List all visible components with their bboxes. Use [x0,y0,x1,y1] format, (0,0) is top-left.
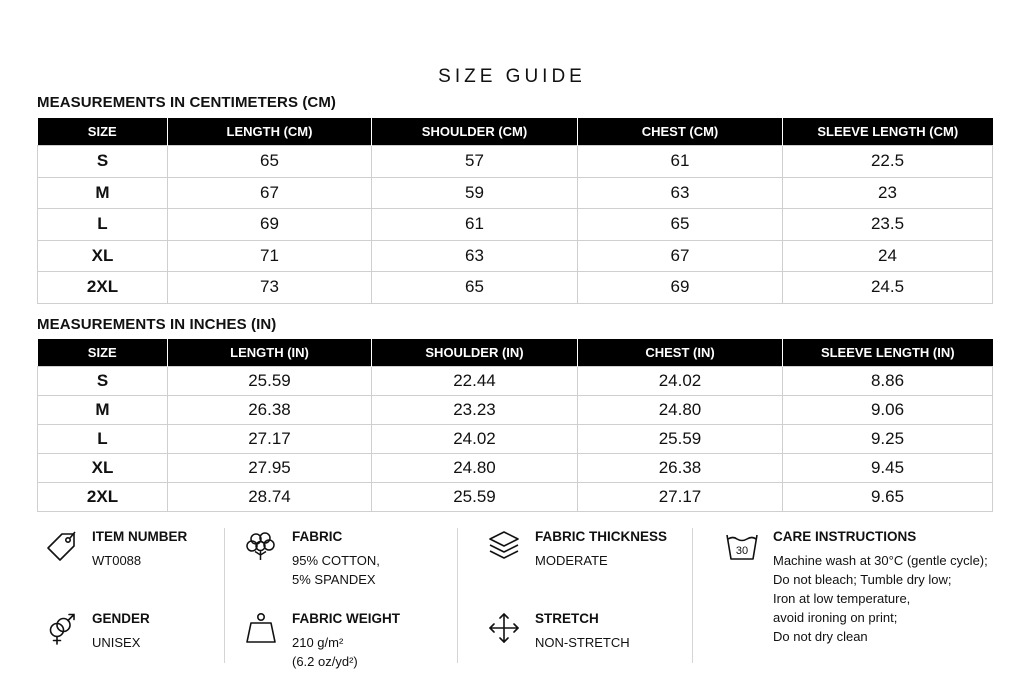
fabric-value-line: 95% COTTON, [292,553,380,568]
length-cell: 28.74 [168,483,372,512]
sleeve-length-cell: 24.5 [783,272,993,304]
chest-cell: 63 [578,177,783,209]
fabric-thickness-label: FABRIC THICKNESS [535,529,668,544]
column-header-length: LENGTH (CM) [168,118,372,146]
column-header-size: SIZE [38,118,168,146]
chest-cell: 25.59 [578,425,783,454]
care-instructions-block [725,529,1015,649]
length-cell: 27.95 [168,454,372,483]
table-row [38,367,993,396]
shoulder-cell: 22.44 [372,367,578,396]
column-header-chest: CHEST (IN) [578,339,783,367]
shoulder-cell: 63 [372,240,578,272]
length-cell: 67 [168,177,372,209]
item-number-block [44,529,219,579]
fabric-thickness-value: MODERATE [535,553,608,568]
care-instruction-line: Iron at low temperature, [773,591,911,606]
size-cell: 2XL [38,483,168,512]
table-header-row [38,118,993,146]
item-number-label: ITEM NUMBER [92,529,188,544]
gender-icon [44,611,78,645]
stretch-label: STRETCH [535,611,599,626]
size-cell: 2XL [38,272,168,304]
table-row [38,272,993,304]
shoulder-cell: 61 [372,209,578,241]
care-instructions-label: CARE INSTRUCTIONS [773,529,917,544]
inches-size-table [37,339,993,512]
cm-section-heading: MEASUREMENTS IN CENTIMETERS (CM) [37,94,337,111]
chest-cell: 69 [578,272,783,304]
length-cell: 73 [168,272,372,304]
item-number-value: WT0088 [92,553,142,568]
length-cell: 26.38 [168,396,372,425]
length-cell: 71 [168,240,372,272]
weight-icon [244,611,278,645]
wash-30-icon [725,529,759,563]
fabric-thickness-block [487,529,687,579]
table-row [38,177,993,209]
sleeve-length-cell: 8.86 [783,367,993,396]
length-cell: 27.17 [168,425,372,454]
shoulder-cell: 57 [372,146,578,178]
cm-size-table [37,118,993,304]
gender-block [44,611,219,661]
size-cell: L [38,209,168,241]
shoulder-cell: 24.02 [372,425,578,454]
fabric-value-line: 5% SPANDEX [292,572,376,587]
page-title: SIZE GUIDE [438,66,586,87]
care-instruction-line: Machine wash at 30°C (gentle cycle); [773,553,988,568]
column-header-sleeve-length: SLEEVE LENGTH (IN) [783,339,993,367]
inches-section-heading: MEASUREMENTS IN INCHES (IN) [37,316,277,333]
sleeve-length-cell: 9.25 [783,425,993,454]
stretch-value: NON-STRETCH [535,635,630,650]
chest-cell: 67 [578,240,783,272]
sleeve-length-cell: 9.45 [783,454,993,483]
length-cell: 69 [168,209,372,241]
table-row [38,425,993,454]
table-row [38,396,993,425]
gender-label: GENDER [92,611,150,626]
shoulder-cell: 59 [372,177,578,209]
fabric-weight-block [244,611,444,671]
divider [457,528,458,663]
care-instruction-line: avoid ironing on print; [773,610,898,625]
layers-icon [487,529,521,563]
divider [692,528,693,663]
chest-cell: 61 [578,146,783,178]
care-instruction-line: Do not bleach; Tumble dry low; [773,572,952,587]
shoulder-cell: 65 [372,272,578,304]
shoulder-cell: 25.59 [372,483,578,512]
column-header-shoulder: SHOULDER (IN) [372,339,578,367]
chest-cell: 65 [578,209,783,241]
column-header-sleeve-length: SLEEVE LENGTH (CM) [783,118,993,146]
table-row [38,209,993,241]
cotton-icon [244,529,278,563]
length-cell: 65 [168,146,372,178]
size-cell: S [38,146,168,178]
gender-value: UNISEX [92,635,141,650]
column-header-size: SIZE [38,339,168,367]
column-header-shoulder: SHOULDER (CM) [372,118,578,146]
fabric-label: FABRIC [292,529,343,544]
chest-cell: 26.38 [578,454,783,483]
fabric-weight-value-line: 210 g/m² [292,635,344,650]
chest-cell: 24.02 [578,367,783,396]
size-cell: S [38,367,168,396]
size-cell: M [38,177,168,209]
divider [224,528,225,663]
length-cell: 25.59 [168,367,372,396]
size-cell: M [38,396,168,425]
size-cell: L [38,425,168,454]
wash-temperature-text: 30 [735,545,749,557]
stretch-block [487,611,687,661]
sleeve-length-cell: 24 [783,240,993,272]
size-cell: XL [38,454,168,483]
stretch-arrows-icon [487,611,521,645]
sleeve-length-cell: 23.5 [783,209,993,241]
fabric-weight-value-line: (6.2 oz/yd²) [292,654,358,669]
sleeve-length-cell: 9.65 [783,483,993,512]
column-header-chest: CHEST (CM) [578,118,783,146]
sleeve-length-cell: 22.5 [783,146,993,178]
table-row [38,146,993,178]
care-instruction-line: Do not dry clean [773,629,868,644]
shoulder-cell: 23.23 [372,396,578,425]
fabric-weight-label: FABRIC WEIGHT [292,611,400,626]
table-header-row [38,339,993,367]
fabric-block [244,529,444,589]
table-row [38,240,993,272]
tag-icon [44,529,78,563]
table-row [38,483,993,512]
shoulder-cell: 24.80 [372,454,578,483]
sleeve-length-cell: 9.06 [783,396,993,425]
chest-cell: 27.17 [578,483,783,512]
size-cell: XL [38,240,168,272]
chest-cell: 24.80 [578,396,783,425]
sleeve-length-cell: 23 [783,177,993,209]
column-header-length: LENGTH (IN) [168,339,372,367]
table-row [38,454,993,483]
